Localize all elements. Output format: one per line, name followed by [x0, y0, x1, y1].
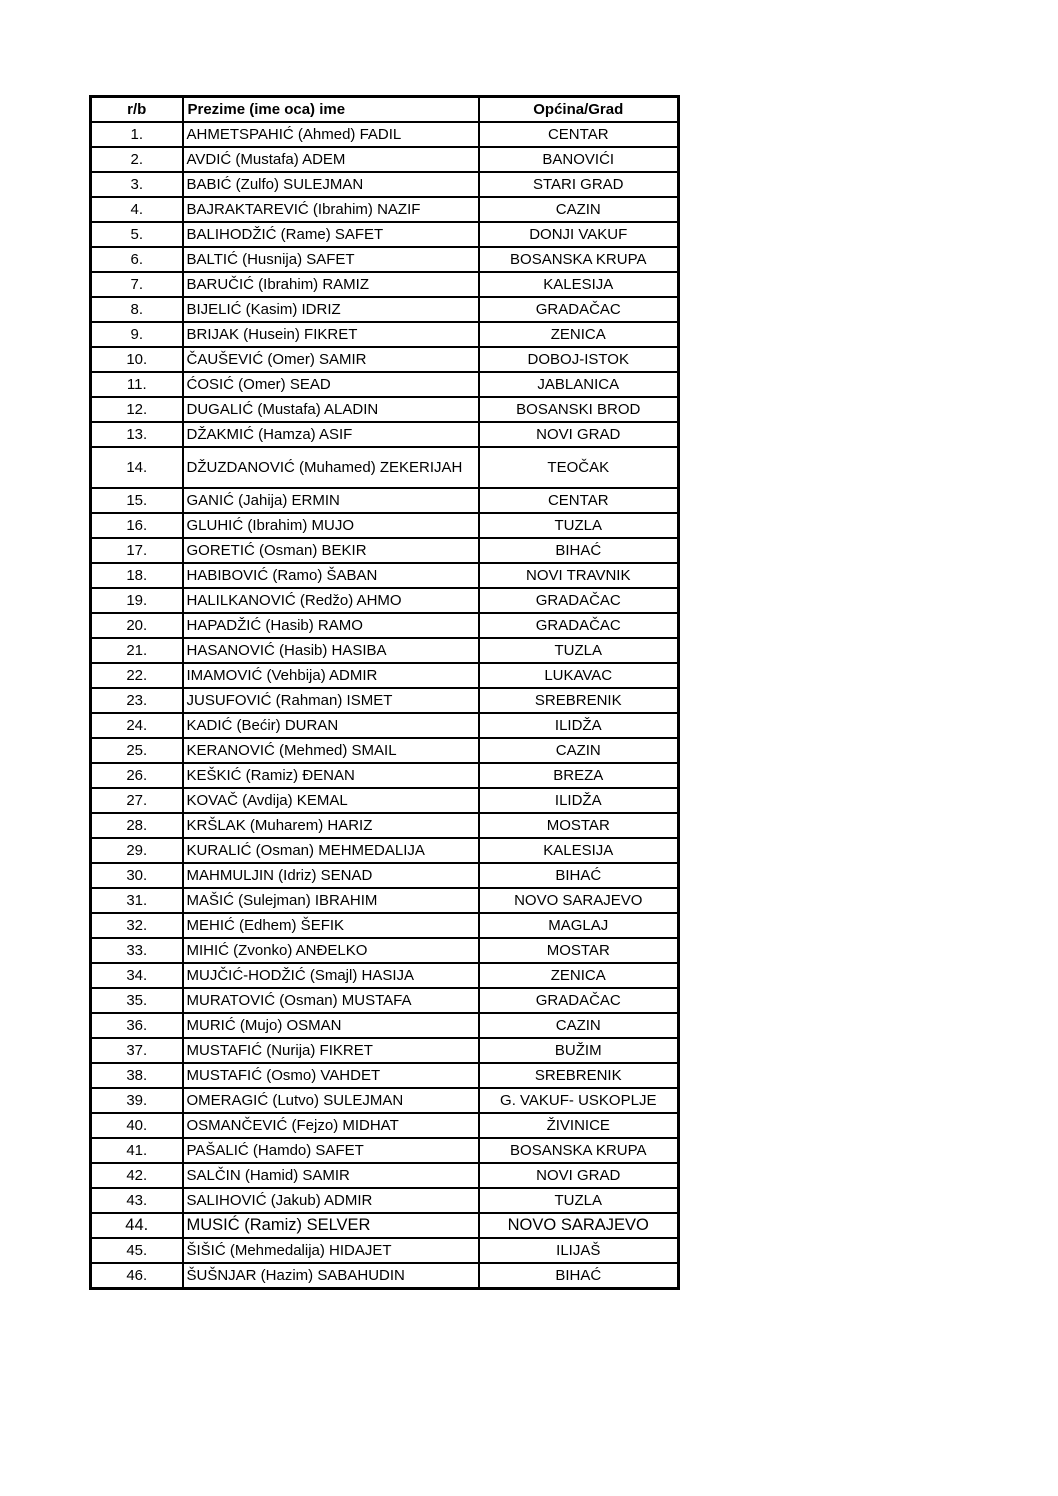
roster-table [89, 95, 680, 1290]
municipality-cell: ZENICA [479, 963, 679, 988]
table-row [91, 563, 679, 588]
municipality-cell: DONJI VAKUF [479, 222, 679, 247]
row-number-cell: 9. [91, 322, 183, 347]
table-row [91, 1188, 679, 1213]
municipality-cell: TUZLA [479, 1188, 679, 1213]
municipality-cell: LUKAVAC [479, 663, 679, 688]
municipality-cell: GRADAČAC [479, 588, 679, 613]
table-row [91, 422, 679, 447]
municipality-cell: DOBOJ-ISTOK [479, 347, 679, 372]
row-number-cell: 42. [91, 1163, 183, 1188]
table-body [91, 122, 679, 1289]
municipality-cell: BUŽIM [479, 1038, 679, 1063]
municipality-cell: KALESIJA [479, 272, 679, 297]
municipality-cell: NOVI GRAD [479, 1163, 679, 1188]
row-number-cell: 6. [91, 247, 183, 272]
name-cell: MUSIĆ (Ramiz) SELVER [183, 1213, 479, 1238]
municipality-cell: CENTAR [479, 488, 679, 513]
row-number-cell: 46. [91, 1263, 183, 1289]
row-number-cell: 27. [91, 788, 183, 813]
table-row [91, 763, 679, 788]
name-cell: AVDIĆ (Mustafa) ADEM [183, 147, 479, 172]
table-row [91, 538, 679, 563]
table-row [91, 663, 679, 688]
name-cell: MIHIĆ (Zvonko) ANĐELKO [183, 938, 479, 963]
row-number-cell: 41. [91, 1138, 183, 1163]
name-cell: BALIHODŽIĆ (Rame) SAFET [183, 222, 479, 247]
table-row [91, 147, 679, 172]
name-cell: OMERAGIĆ (Lutvo) SULEJMAN [183, 1088, 479, 1113]
name-cell: MUJČIĆ-HODŽIĆ (Smajl) HASIJA [183, 963, 479, 988]
row-number-cell: 18. [91, 563, 183, 588]
municipality-cell: TEOČAK [479, 447, 679, 488]
municipality-cell: NOVO SARAJEVO [479, 1213, 679, 1238]
table-row [91, 122, 679, 147]
name-cell: KRŠLAK (Muharem) HARIZ [183, 813, 479, 838]
table-row [91, 1238, 679, 1263]
name-cell: MURATOVIĆ (Osman) MUSTAFA [183, 988, 479, 1013]
table-row [91, 1163, 679, 1188]
municipality-cell: BANOVIĆI [479, 147, 679, 172]
table-row [91, 247, 679, 272]
table-row [91, 988, 679, 1013]
table-row [91, 297, 679, 322]
table-row [91, 172, 679, 197]
table-row [91, 1113, 679, 1138]
row-number-cell: 44. [91, 1213, 183, 1238]
municipality-cell: NOVI TRAVNIK [479, 563, 679, 588]
municipality-cell: BIHAĆ [479, 1263, 679, 1289]
row-number-cell: 17. [91, 538, 183, 563]
table-row [91, 638, 679, 663]
municipality-cell: TUZLA [479, 638, 679, 663]
row-number-cell: 28. [91, 813, 183, 838]
name-cell: BIJELIĆ (Kasim) IDRIZ [183, 297, 479, 322]
table-row [91, 488, 679, 513]
municipality-cell: BOSANSKI BROD [479, 397, 679, 422]
municipality-cell: NOVI GRAD [479, 422, 679, 447]
municipality-cell: MOSTAR [479, 938, 679, 963]
name-cell: KADIĆ (Bećir) DURAN [183, 713, 479, 738]
table-row [91, 863, 679, 888]
municipality-cell: SREBRENIK [479, 1063, 679, 1088]
municipality-cell: SREBRENIK [479, 688, 679, 713]
municipality-cell: ILIJAŠ [479, 1238, 679, 1263]
table-row [91, 938, 679, 963]
table-row [91, 272, 679, 297]
table-row [91, 813, 679, 838]
row-number-cell: 11. [91, 372, 183, 397]
name-cell: MURIĆ (Mujo) OSMAN [183, 1013, 479, 1038]
row-number-cell: 32. [91, 913, 183, 938]
name-cell: ĆOSIĆ (Omer) SEAD [183, 372, 479, 397]
name-cell: HASANOVIĆ (Hasib) HASIBA [183, 638, 479, 663]
header-rb: r/b [91, 97, 183, 123]
row-number-cell: 24. [91, 713, 183, 738]
table-header-row [91, 97, 679, 123]
municipality-cell: GRADAČAC [479, 613, 679, 638]
row-number-cell: 45. [91, 1238, 183, 1263]
name-cell: ŠIŠIĆ (Mehmedalija) HIDAJET [183, 1238, 479, 1263]
table-row [91, 838, 679, 863]
row-number-cell: 31. [91, 888, 183, 913]
table-row [91, 1013, 679, 1038]
row-number-cell: 1. [91, 122, 183, 147]
name-cell: DUGALIĆ (Mustafa) ALADIN [183, 397, 479, 422]
name-cell: PAŠALIĆ (Hamdo) SAFET [183, 1138, 479, 1163]
name-cell: KERANOVIĆ (Mehmed) SMAIL [183, 738, 479, 763]
name-cell: ČAUŠEVIĆ (Omer) SAMIR [183, 347, 479, 372]
municipality-cell: CENTAR [479, 122, 679, 147]
table-row [91, 738, 679, 763]
municipality-cell: BIHAĆ [479, 538, 679, 563]
row-number-cell: 8. [91, 297, 183, 322]
municipality-cell: GRADAČAC [479, 988, 679, 1013]
name-cell: GLUHIĆ (Ibrahim) MUJO [183, 513, 479, 538]
row-number-cell: 2. [91, 147, 183, 172]
name-cell: MUSTAFIĆ (Osmo) VAHDET [183, 1063, 479, 1088]
name-cell: BALTIĆ (Husnija) SAFET [183, 247, 479, 272]
municipality-cell: MOSTAR [479, 813, 679, 838]
table-row [91, 347, 679, 372]
name-cell: MUSTAFIĆ (Nurija) FIKRET [183, 1038, 479, 1063]
municipality-cell: NOVO SARAJEVO [479, 888, 679, 913]
municipality-cell: BREZA [479, 763, 679, 788]
municipality-cell: BOSANSKA KRUPA [479, 1138, 679, 1163]
row-number-cell: 20. [91, 613, 183, 638]
name-cell: HAPADŽIĆ (Hasib) RAMO [183, 613, 479, 638]
row-number-cell: 4. [91, 197, 183, 222]
table-row [91, 1138, 679, 1163]
table-row [91, 1063, 679, 1088]
municipality-cell: MAGLAJ [479, 913, 679, 938]
municipality-cell: G. VAKUF- USKOPLJE [479, 1088, 679, 1113]
municipality-cell: CAZIN [479, 197, 679, 222]
municipality-cell: BIHAĆ [479, 863, 679, 888]
table-row [91, 513, 679, 538]
name-cell: GANIĆ (Jahija) ERMIN [183, 488, 479, 513]
name-cell: BARUČIĆ (Ibrahim) RAMIZ [183, 272, 479, 297]
name-cell: DŽUZDANOVIĆ (Muhamed) ZEKERIJAH [183, 447, 479, 488]
row-number-cell: 25. [91, 738, 183, 763]
row-number-cell: 19. [91, 588, 183, 613]
table-row [91, 372, 679, 397]
row-number-cell: 40. [91, 1113, 183, 1138]
name-cell: JUSUFOVIĆ (Rahman) ISMET [183, 688, 479, 713]
row-number-cell: 33. [91, 938, 183, 963]
table-row [91, 913, 679, 938]
name-cell: KOVAČ (Avdija) KEMAL [183, 788, 479, 813]
row-number-cell: 7. [91, 272, 183, 297]
row-number-cell: 38. [91, 1063, 183, 1088]
row-number-cell: 39. [91, 1088, 183, 1113]
name-cell: DŽAKMIĆ (Hamza) ASIF [183, 422, 479, 447]
name-cell: AHMETSPAHIĆ (Ahmed) FADIL [183, 122, 479, 147]
table-row [91, 963, 679, 988]
table-row [91, 1263, 679, 1289]
row-number-cell: 30. [91, 863, 183, 888]
municipality-cell: ŽIVINICE [479, 1113, 679, 1138]
table-row [91, 613, 679, 638]
table-row [91, 222, 679, 247]
municipality-cell: ILIDŽA [479, 788, 679, 813]
table-row [91, 197, 679, 222]
municipality-cell: BOSANSKA KRUPA [479, 247, 679, 272]
name-cell: HABIBOVIĆ (Ramo) ŠABAN [183, 563, 479, 588]
row-number-cell: 26. [91, 763, 183, 788]
name-cell: BABIĆ (Zulfo) SULEJMAN [183, 172, 479, 197]
name-cell: IMAMOVIĆ (Vehbija) ADMIR [183, 663, 479, 688]
municipality-cell: TUZLA [479, 513, 679, 538]
row-number-cell: 10. [91, 347, 183, 372]
name-cell: MAŠIĆ (Sulejman) IBRAHIM [183, 888, 479, 913]
table-row [91, 1213, 679, 1238]
municipality-cell: CAZIN [479, 1013, 679, 1038]
municipality-cell: STARI GRAD [479, 172, 679, 197]
row-number-cell: 3. [91, 172, 183, 197]
row-number-cell: 14. [91, 447, 183, 488]
name-cell: OSMANČEVIĆ (Fejzo) MIDHAT [183, 1113, 479, 1138]
municipality-cell: CAZIN [479, 738, 679, 763]
row-number-cell: 13. [91, 422, 183, 447]
name-cell: KURALIĆ (Osman) MEHMEDALIJA [183, 838, 479, 863]
name-cell: BAJRAKTAREVIĆ (Ibrahim) NAZIF [183, 197, 479, 222]
row-number-cell: 36. [91, 1013, 183, 1038]
municipality-cell: KALESIJA [479, 838, 679, 863]
table-row [91, 1038, 679, 1063]
table-row [91, 322, 679, 347]
name-cell: HALILKANOVIĆ (Redžo) AHMO [183, 588, 479, 613]
row-number-cell: 37. [91, 1038, 183, 1063]
header-name: Prezime (ime oca) ime [183, 97, 479, 123]
row-number-cell: 29. [91, 838, 183, 863]
name-cell: MAHMULJIN (Idriz) SENAD [183, 863, 479, 888]
table-row [91, 888, 679, 913]
name-cell: KEŠKIĆ (Ramiz) ĐENAN [183, 763, 479, 788]
table-row [91, 447, 679, 488]
table-row [91, 397, 679, 422]
municipality-cell: ZENICA [479, 322, 679, 347]
table-row [91, 713, 679, 738]
row-number-cell: 34. [91, 963, 183, 988]
municipality-cell: GRADAČAC [479, 297, 679, 322]
row-number-cell: 43. [91, 1188, 183, 1213]
row-number-cell: 35. [91, 988, 183, 1013]
table-row [91, 688, 679, 713]
table-row [91, 588, 679, 613]
row-number-cell: 16. [91, 513, 183, 538]
row-number-cell: 22. [91, 663, 183, 688]
municipality-cell: ILIDŽA [479, 713, 679, 738]
name-cell: BRIJAK (Husein) FIKRET [183, 322, 479, 347]
table-row [91, 788, 679, 813]
row-number-cell: 5. [91, 222, 183, 247]
header-city: Općina/Grad [479, 97, 679, 123]
row-number-cell: 15. [91, 488, 183, 513]
row-number-cell: 21. [91, 638, 183, 663]
row-number-cell: 12. [91, 397, 183, 422]
name-cell: SALČIN (Hamid) SAMIR [183, 1163, 479, 1188]
name-cell: SALIHOVIĆ (Jakub) ADMIR [183, 1188, 479, 1213]
row-number-cell: 23. [91, 688, 183, 713]
name-cell: ŠUŠNJAR (Hazim) SABAHUDIN [183, 1263, 479, 1289]
name-cell: MEHIĆ (Edhem) ŠEFIK [183, 913, 479, 938]
table-row [91, 1088, 679, 1113]
municipality-cell: JABLANICA [479, 372, 679, 397]
name-cell: GORETIĆ (Osman) BEKIR [183, 538, 479, 563]
